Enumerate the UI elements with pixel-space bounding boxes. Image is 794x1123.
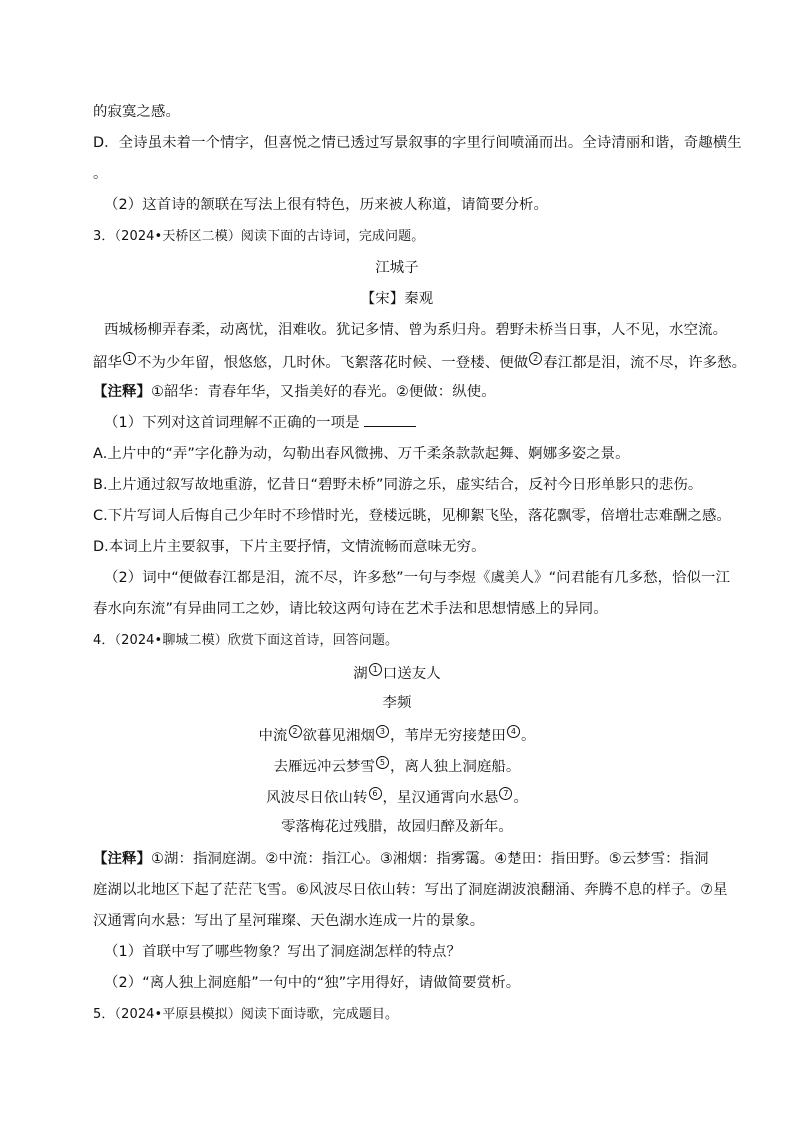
q4-line-3-a: 风波尽日依山转 [266,789,368,806]
q3-poem-line-2-a: 韶华 [93,354,122,371]
q5-header: 5．（2024•平原县模拟）阅读下面诗歌，完成题目。 [93,1007,399,1022]
q4-subquestion-1: （1）首联中写了哪些物象？写出了洞庭湖怎样的特点？ [104,944,462,960]
q4-line-2-b: ，离人独上洞庭船。 [390,758,521,775]
footnote-marker-3: 3 [376,725,389,738]
q3-notes [93,383,723,401]
footnote-marker-2: 2 [529,352,542,365]
q3-subquestion-1 [104,414,734,432]
q2-option-d: D．全诗虽未着一个情字，但喜悦之情已透过写景叙事的字里行间喷涌而出。全诗清丽和谐，奇趣横生 [93,135,742,151]
footnote-marker-2: 2 [289,725,302,738]
q4-poem-line-1 [0,725,794,745]
q4-poem-line-2 [0,756,794,776]
q3-poem-line-2 [93,352,747,372]
q3-option-d: D.本词上片主要叙事，下片主要抒情，文情流畅而意味无穷。 [93,539,486,555]
q2-subquestion-2: （2）这首诗的颔联在写法上很有特色，历来被人称道，请简要分析。 [104,197,548,213]
answer-blank [364,414,416,427]
q3-option-c: C.下片写词人后悔自己少年时不珍惜时光，登楼远眺，见柳絮飞坠，落花飘零，倍增壮志难酬之感。 [93,508,731,524]
q3-poem-line-1: 西城杨柳弄春柔，动离忧，泪难收。犹记多情、曾为系归舟。碧野未桥当日事，人不见，水空流。 [104,322,728,338]
q4-line-1-d: 。 [520,727,536,744]
q4-line-1-c: ，苇岸无穷接楚田 [390,727,506,744]
q4-notes-line-2: 庭湖以北地区下起了茫茫飞雪。⑥风波尽日依山转：写出了洞庭湖波浪翻涌、奔腾不息的样子。⑦星 [93,882,728,898]
q4-poem-line-3 [0,787,794,807]
q4-title-a: 湖 [353,665,368,682]
q3-subquestion-2-line-2: 春水向东流”有异曲同工之妙，请比较这两句诗在艺术手法和思想情感上的异同。 [93,601,608,617]
footnote-marker-6: 6 [369,787,382,800]
q3-subquestion-1-text: （1）下列对这首词理解不正确的一项是 [104,415,360,431]
q4-poem-title [0,663,794,683]
q4-poem-line-4: 零落梅花过残腊，故园归醉及新年。 [281,819,513,835]
q2-text-tail: 的寂寞之感。 [93,104,180,120]
q3-subquestion-2-line-1: （2）词中“便做春江都是泪，流不尽，许多愁”一句与李煜《虞美人》“问君能有几多愁，恰似一江 [104,570,731,586]
q4-header: 4．（2024•聊城二模）欣赏下面这首诗，回答问题。 [93,633,399,648]
q3-poem-line-2-c: 春江都是泪，流不尽，许多愁。 [543,354,747,371]
q4-line-1-b: 欲暮见湘烟 [302,727,375,744]
footnote-marker-1: 1 [123,352,136,365]
q3-option-b: B.上片通过叙写故地重游，忆昔日“碧野未桥”同游之乐，虚实结合，反衬今日形单影只的悲伤。 [93,477,703,493]
q4-title-b: 口送友人 [382,665,441,682]
q3-notes-text: ①韶华：青春年华，又指美好的春光。②便做：纵使。 [150,384,496,400]
q3-poem-line-2-b: 不为少年留，恨悠悠，几时休。飞絮落花时候、一登楼、便做 [136,354,529,371]
footnote-marker-1: 1 [369,663,382,676]
q2-option-d-end: 。 [93,166,108,182]
q4-notes-line-1 [93,850,723,868]
q4-poem-author: 李频 [382,695,412,711]
q3-poem-title: 江城子 [375,260,419,276]
q4-notes-line-3: 汉通霄向水悬：写出了星河璀璨、天色湖水连成一片的景象。 [93,913,485,929]
q4-subquestion-2: （2）“离人独上洞庭船”一句中的“独”字用得好，请做简要赏析。 [104,975,521,991]
q3-header: 3．（2024•天桥区二模）阅读下面的古诗词，完成问题。 [93,229,425,244]
q3-notes-label: 【注释】 [93,384,151,400]
q4-notes-text-1: ①湖：指洞庭湖。②中流：指江心。③湘烟：指雾霭。④楚田：指田野。⑤云梦雪：指洞 [150,851,709,867]
q4-line-3-c: 。 [513,789,528,806]
footnote-marker-7: 7 [499,787,512,800]
q4-line-1-a: 中流 [258,727,288,744]
q3-option-a: A.上片中的“弄”字化静为动，勾勒出春风微拂、万千柔条款款起舞、婀娜多姿之景。 [93,446,630,462]
q4-line-3-b: ，星汉通霄向水悬 [382,789,499,806]
q4-line-2-a: 去雁远冲云梦雪 [273,758,375,775]
footnote-marker-4: 4 [507,725,520,738]
footnote-marker-5: 5 [376,756,389,769]
q4-notes-label: 【注释】 [93,851,151,867]
q3-poem-author: 【宋】秦观 [360,291,434,307]
